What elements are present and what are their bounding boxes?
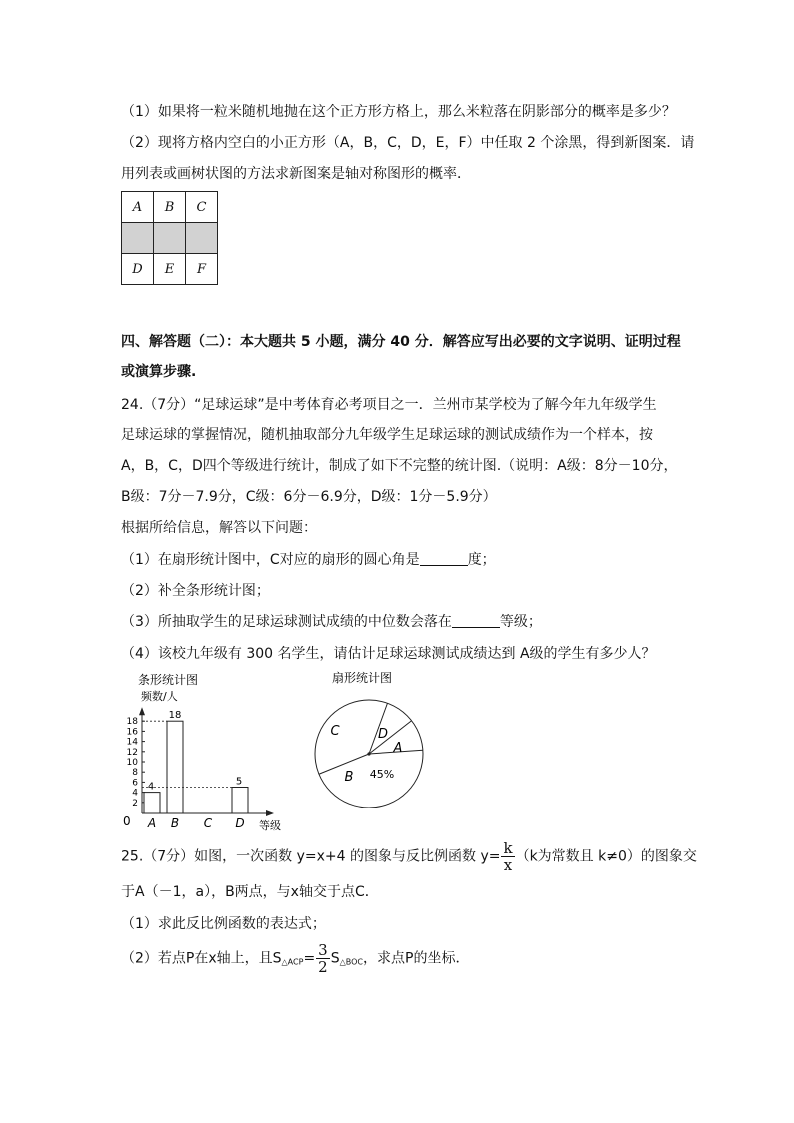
y-tick-label: 10 — [126, 758, 138, 768]
grid-cell-b: B — [154, 192, 186, 223]
q24-part2: （2）补全条形统计图； — [121, 583, 270, 599]
pie-chart-title: 扇形统计图 — [332, 671, 393, 685]
q24-part3-unit: 等级； — [499, 614, 542, 630]
pie-center — [367, 752, 370, 755]
q24-line3: A，B，C，D四个等级进行统计，制成了如下不完整的统计图.（说明：A级：8分－10分， — [121, 458, 678, 474]
bar-d — [232, 788, 248, 814]
q23-part2-line1: （2）现将方格内空白的小正方形（A，B，C，D，E，F）中任取 2 个涂黑，得到新图案．请 — [121, 135, 695, 151]
fraction-denominator: x — [503, 856, 513, 874]
answer-blank — [420, 551, 468, 566]
category-label-b: B — [170, 816, 180, 830]
bar-a — [144, 793, 160, 813]
y-tick-label: 6 — [132, 778, 138, 789]
fraction-numerator: 3 — [318, 941, 328, 959]
equals-sign: = — [303, 950, 316, 967]
y-tick-label: 16 — [126, 727, 138, 738]
origin-label: 0 — [123, 814, 131, 828]
bar-chart-title: 条形统计图 — [138, 673, 199, 687]
x-axis-arrow — [266, 810, 274, 816]
fraction-denominator: 2 — [318, 958, 328, 976]
category-label-d: D — [235, 816, 245, 830]
grid-cell-d: D — [122, 254, 154, 285]
pie-label-d: D — [377, 727, 389, 742]
area-symbol: S — [330, 950, 340, 967]
category-label-a: A — [147, 816, 157, 830]
q23-part1: （1）如果将一粒米随机地抛在这个正方形方格上，那么米粒落在阴影部分的概率是多少？ — [121, 104, 676, 120]
grid-cell-shaded — [154, 223, 186, 254]
bar-chart-ylabel: 频数/人 — [141, 690, 178, 703]
y-tick-label: 12 — [126, 747, 138, 758]
subscript-boc: △BOC — [339, 957, 363, 967]
q25-line1-text-end: （k为常数且 k≠0）的图象交 — [515, 848, 697, 865]
q23-part2-line2: 用列表或画树状图的方法求新图案是轴对称图形的概率． — [121, 166, 471, 182]
bar-value-label: 5 — [235, 776, 243, 788]
q24-part4: （4）该校九年级有 300 名学生，请估计足球运球测试成绩达到 A级的学生有多少人？ — [121, 646, 656, 662]
section-heading-line1: 四、解答题（二）：本大题共 5 小题，满分 40 分．解答应写出必要的文字说明、证明过程 — [121, 334, 681, 350]
bar-value-label: 18 — [168, 710, 182, 722]
y-tick-label: 8 — [132, 768, 138, 779]
q24-part1-text: （1）在扇形统计图中，C对应的扇形的圆心角是 — [121, 552, 420, 568]
pie-percent-label: 45% — [369, 768, 395, 781]
pie-label-b: B — [344, 770, 354, 785]
grid-cell-a: A — [122, 192, 154, 223]
fraction-numerator: k — [503, 839, 513, 857]
k-over-x-fraction — [501, 840, 514, 873]
bar-value-label: 4 — [147, 781, 155, 793]
grid-cell-c: C — [186, 192, 218, 223]
square-grid — [121, 191, 218, 285]
q24-line4: B级：7分－7.9分，C级：6分－6.9分，D级：1分－5.9分） — [121, 489, 497, 505]
q24-part1 — [121, 551, 496, 569]
pie-label-c: C — [330, 724, 340, 739]
grid-cell-e: E — [154, 254, 186, 285]
q25-line1-text: 25.（7分）如图，一次函数 y=x+4 的图象与反比例函数 y= — [121, 848, 501, 865]
q25-line2: 于A（－1，a），B两点，与x轴交于点C． — [121, 884, 379, 900]
subscript-acp: △ACP — [281, 957, 304, 967]
y-tick-label: 18 — [126, 717, 138, 728]
q24-part3-text: （3）所抽取学生的足球运球测试成绩的中位数会落在 — [121, 614, 452, 630]
y-axis-arrow — [139, 707, 145, 715]
q25-line3: （1）求此反比例函数的表达式； — [121, 916, 326, 932]
q24-line1: 24.（7分）“足球运球”是中考体育必考项目之一．兰州市某学校为了解今年九年级学生 — [121, 397, 657, 413]
pie-label-a: A — [393, 741, 403, 756]
three-halves-fraction — [316, 942, 330, 975]
q25-line4 — [121, 942, 469, 975]
pie-chart — [310, 668, 430, 808]
q25-line4-text-end: ，求点P的坐标． — [363, 950, 470, 967]
bar-chart-xlabel: 等级 — [259, 819, 281, 832]
bar-chart — [113, 668, 293, 836]
grid-cell-shaded — [186, 223, 218, 254]
grid-cell-f: F — [186, 254, 218, 285]
q25-line4-text: （2）若点P在x轴上，且S — [121, 950, 282, 967]
y-tick-label: 2 — [132, 798, 138, 809]
q24-line5: 根据所给信息，解答以下问题： — [121, 520, 317, 536]
category-label-c: C — [203, 816, 213, 830]
q24-part3 — [121, 613, 542, 631]
grid-cell-shaded — [122, 223, 154, 254]
bar-b — [167, 721, 183, 813]
section-heading-line2: 或演算步骤. — [121, 364, 197, 380]
y-tick-label: 4 — [132, 788, 138, 799]
q25-line1 — [121, 840, 697, 873]
q24-line2: 足球运球的掌握情况，随机抽取部分九年级学生足球运球的测试成绩作为一个样本，按 — [121, 427, 653, 443]
q24-part1-unit: 度； — [467, 552, 496, 568]
y-tick-label: 14 — [126, 737, 138, 748]
answer-blank — [452, 613, 500, 628]
